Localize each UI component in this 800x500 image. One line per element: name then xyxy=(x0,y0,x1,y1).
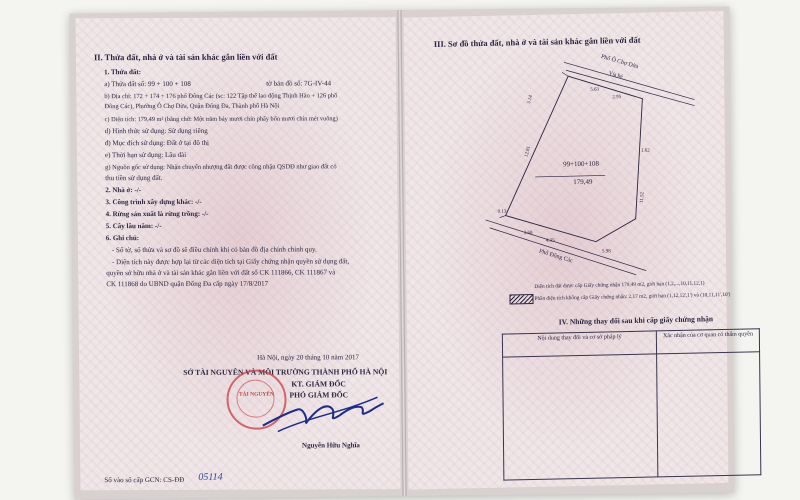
street-top-label: Phố Ô Chợ Dừa xyxy=(600,54,639,71)
parcel-label: 99+100+108 xyxy=(563,159,600,169)
alley-label: Vỉa hè xyxy=(607,70,624,81)
deputy-director: PHÓ GIÁM ĐỐC xyxy=(289,390,349,400)
hatch-legend-swatch xyxy=(509,294,533,305)
address-line-2: Đông Các), Phường Ô Chợ Dừa, Quận Đống Đa, Thành phố Hà Nội xyxy=(104,102,280,111)
col-change-content: Nội dung thay đổi và cơ sở pháp lý xyxy=(502,331,656,357)
change-content-cell xyxy=(503,354,658,480)
note-2: - Diện tích này được hợp lại từ các diện tích tại Giấy chứng nhận quyền sử dụng đất, xyxy=(112,257,350,267)
dimension-4: 11.52 xyxy=(639,191,646,204)
section-iv-title: IV. Những thay đổi sau khi cấp giấy chứng nhận xyxy=(558,314,714,327)
forest-item: 4. Rừng sản xuất là rừng trồng: -/- xyxy=(105,209,209,219)
address-line-1: b) Địa chỉ: 172 + 174 + 176 phố Đông Các (sc: 122 Tập thể lao động Thịnh Hào + 126 phố xyxy=(104,92,338,101)
dimension-10: 3.14 xyxy=(526,94,534,105)
issue-date: Hà Nội, ngày 20 tháng 10 năm 2017 xyxy=(257,353,360,362)
kt-director: KT. GIÁM ĐỐC xyxy=(291,379,346,389)
area: c) Diện tích: 179,49 m² (bằng chữ: Một trăm bảy mươi chín phẩy bốn mươi chín mét vuông) xyxy=(104,115,338,124)
dimension-7: 5.98 xyxy=(601,249,611,255)
street-bottom-label: Phố Đông Các xyxy=(538,248,574,265)
dimension-8: 0.13 xyxy=(497,209,507,215)
col-authority: Xác nhận của cơ quan có thẩm quyền xyxy=(657,329,760,354)
section-ii-title: II. Thửa đất, nhà ở và tài sản khác gắn liền với đất xyxy=(93,51,278,63)
legend-certified-area: Diện tích đất được cấp Giấy chứng nhận 179,49 m2, giới hạn (1,2,...,10,11,12,1) xyxy=(534,280,705,290)
changes-table xyxy=(502,328,761,480)
left-page xyxy=(76,17,401,490)
issuing-agency: SỞ TÀI NGUYÊN VÀ MÔI TRƯỜNG THÀNH PHỐ HÀ NỘI xyxy=(183,367,388,377)
note-4: CK 111868 do UBND quận Đống Đa cấp ngày 17/8/2017 xyxy=(106,279,269,289)
use-term: e) Thời hạn sử dụng: Lâu dài xyxy=(104,150,187,160)
right-page xyxy=(404,11,753,490)
dimension-1: 5.63 xyxy=(590,87,600,93)
certificate-document xyxy=(69,7,753,500)
section-iii-title: III. Sơ đồ thửa đất, nhà ở và tài sản khác gắn liền với đất xyxy=(433,34,641,50)
registry-number-label: Số vào sổ cấp GCN: CS-ĐĐ xyxy=(104,475,185,485)
note-1: - Số tờ, số thửa và sơ đồ sẽ điều chỉnh khi có bản đồ địa chính chính quy. xyxy=(111,245,317,255)
notes-title: 6. Ghi chú: xyxy=(105,234,140,243)
dimension-5: 3.68 xyxy=(523,230,533,237)
parcel-number: a) Thửa đất số: 99 + 100 + 108 xyxy=(104,79,191,89)
signer-name: Nguyễn Hữu Nghĩa xyxy=(301,441,360,450)
perennial-item: 5. Cây lâu năm: -/- xyxy=(105,221,162,231)
registry-number: 05114 xyxy=(198,471,223,483)
signature xyxy=(257,387,388,437)
parcel-area: 179,49 xyxy=(573,177,593,187)
origin-line-2: thu tiền sử dụng đất. xyxy=(105,173,163,183)
map-sheet: tờ bản đồ số: 7G-IV-44 xyxy=(266,79,332,88)
use-purpose: đ) Mục đích sử dụng: Đất ở tại đô thị xyxy=(104,138,210,148)
use-form: d) Hình thức sử dụng: Sử dụng riêng xyxy=(104,126,208,136)
house-item: 2. Nhà ở: -/- xyxy=(105,186,142,195)
authority-cell xyxy=(657,352,761,477)
legend-excluded-area: Phần diện tích không cấp Giấy chứng nhận: 2,17 m2, giới hạn (1,12,12',1') và (10,11,11',10') xyxy=(534,291,731,302)
dimension-2: 2.95 xyxy=(612,95,622,101)
origin-line-1: g) Nguồn gốc sử dụng: Nhận chuyển nhượng đất được công nhận QSDĐ như giao đất có xyxy=(105,163,337,172)
dimension-6: 4.35 xyxy=(545,238,555,244)
construction-item: 3. Công trình xây dựng khác: -/- xyxy=(105,197,202,207)
dimension-3: 12.81 xyxy=(524,145,533,158)
land-title: 1. Thửa đất: xyxy=(104,68,142,77)
seal-text: TÀI NGUYÊN xyxy=(238,391,275,398)
note-3: quyền sở hữu nhà ở và tài sản khác gắn liền với đất số CK 111866, CK 111867 và xyxy=(106,268,336,278)
dimension-9: 1.62 xyxy=(640,148,650,154)
